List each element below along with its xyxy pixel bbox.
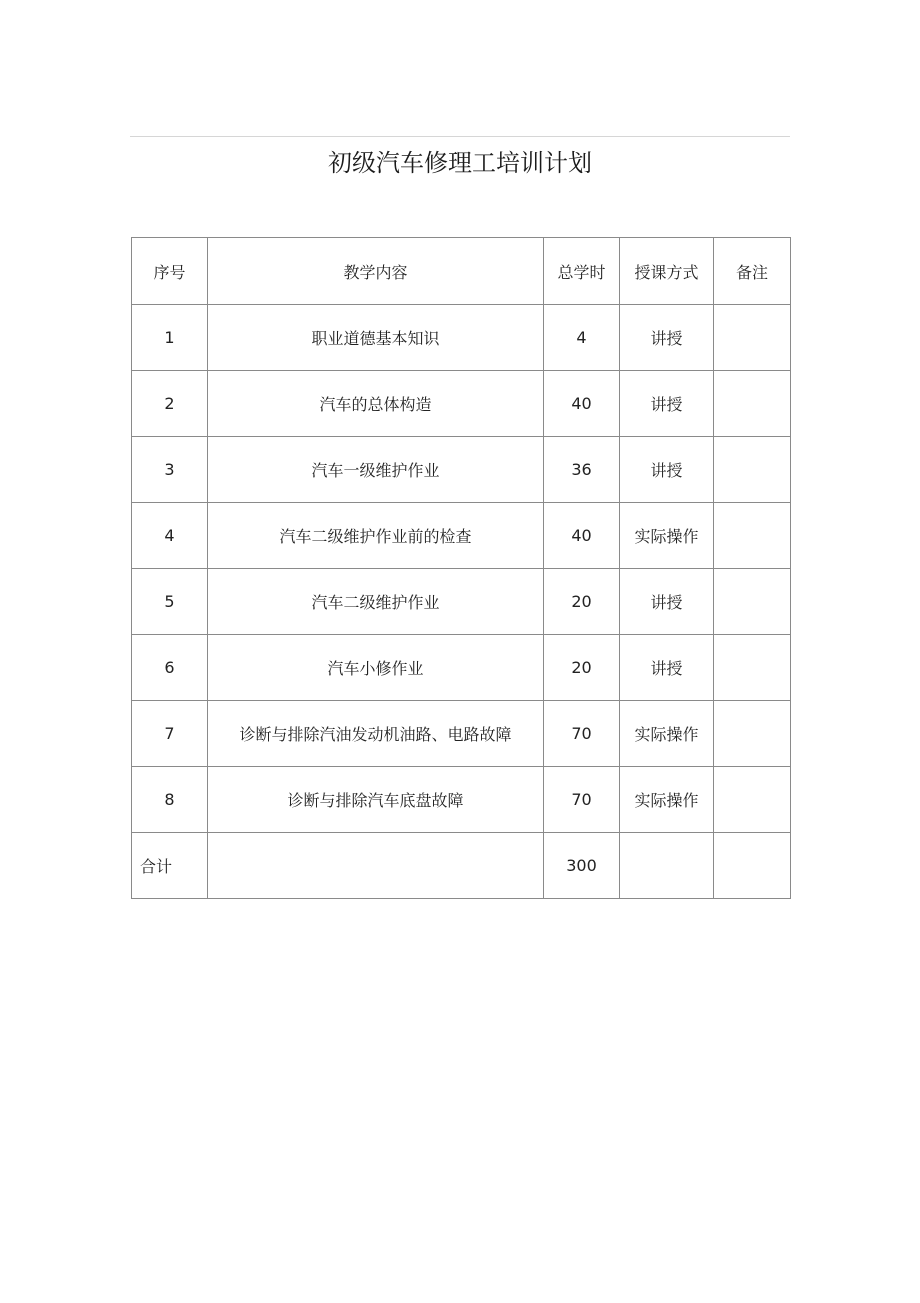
- cell-remarks: [714, 371, 791, 437]
- table-total-row: [132, 833, 791, 899]
- cell-remarks: [714, 569, 791, 635]
- table-row: [132, 767, 791, 833]
- header-no: 序号: [132, 238, 208, 305]
- cell-no: 3: [132, 437, 208, 503]
- cell-hours: 40: [544, 371, 620, 437]
- cell-remarks: [714, 305, 791, 371]
- cell-method: 讲授: [620, 635, 714, 701]
- cell-remarks: [714, 503, 791, 569]
- cell-content: 汽车二级维护作业: [208, 569, 544, 635]
- cell-method: 实际操作: [620, 767, 714, 833]
- cell-content: 诊断与排除汽油发动机油路、电路故障: [208, 701, 544, 767]
- cell-hours: 20: [544, 569, 620, 635]
- cell-hours: 20: [544, 635, 620, 701]
- total-method: [620, 833, 714, 899]
- cell-no: 4: [132, 503, 208, 569]
- cell-remarks: [714, 767, 791, 833]
- table-row: [132, 635, 791, 701]
- table-row: [132, 701, 791, 767]
- table-row: [132, 569, 791, 635]
- cell-hours: 70: [544, 767, 620, 833]
- cell-hours: 70: [544, 701, 620, 767]
- total-hours: 300: [544, 833, 620, 899]
- training-plan-table: [131, 237, 791, 899]
- cell-no: 5: [132, 569, 208, 635]
- cell-hours: 40: [544, 503, 620, 569]
- cell-content: 汽车的总体构造: [208, 371, 544, 437]
- header-hours: 总学时: [544, 238, 620, 305]
- cell-method: 实际操作: [620, 701, 714, 767]
- cell-no: 2: [132, 371, 208, 437]
- cell-method: 实际操作: [620, 503, 714, 569]
- header-method: 授课方式: [620, 238, 714, 305]
- cell-content: 汽车小修作业: [208, 635, 544, 701]
- page-title: 初级汽车修理工培训计划: [328, 149, 592, 177]
- cell-method: 讲授: [620, 569, 714, 635]
- total-remarks: [714, 833, 791, 899]
- cell-no: 7: [132, 701, 208, 767]
- table-row: [132, 371, 791, 437]
- cell-content: 诊断与排除汽车底盘故障: [208, 767, 544, 833]
- table-header-row: [132, 238, 791, 305]
- cell-method: 讲授: [620, 371, 714, 437]
- header-remarks: 备注: [714, 238, 791, 305]
- top-divider: [130, 136, 790, 137]
- cell-hours: 36: [544, 437, 620, 503]
- cell-remarks: [714, 635, 791, 701]
- table-row: [132, 305, 791, 371]
- cell-content: 汽车一级维护作业: [208, 437, 544, 503]
- cell-content: 职业道德基本知识: [208, 305, 544, 371]
- cell-content: 汽车二级维护作业前的检查: [208, 503, 544, 569]
- cell-remarks: [714, 437, 791, 503]
- cell-no: 8: [132, 767, 208, 833]
- cell-no: 6: [132, 635, 208, 701]
- total-label: 合计: [132, 833, 208, 899]
- cell-method: 讲授: [620, 437, 714, 503]
- header-content: 教学内容: [208, 238, 544, 305]
- cell-method: 讲授: [620, 305, 714, 371]
- total-content: [208, 833, 544, 899]
- table-row: [132, 503, 791, 569]
- cell-no: 1: [132, 305, 208, 371]
- cell-remarks: [714, 701, 791, 767]
- table-row: [132, 437, 791, 503]
- cell-hours: 4: [544, 305, 620, 371]
